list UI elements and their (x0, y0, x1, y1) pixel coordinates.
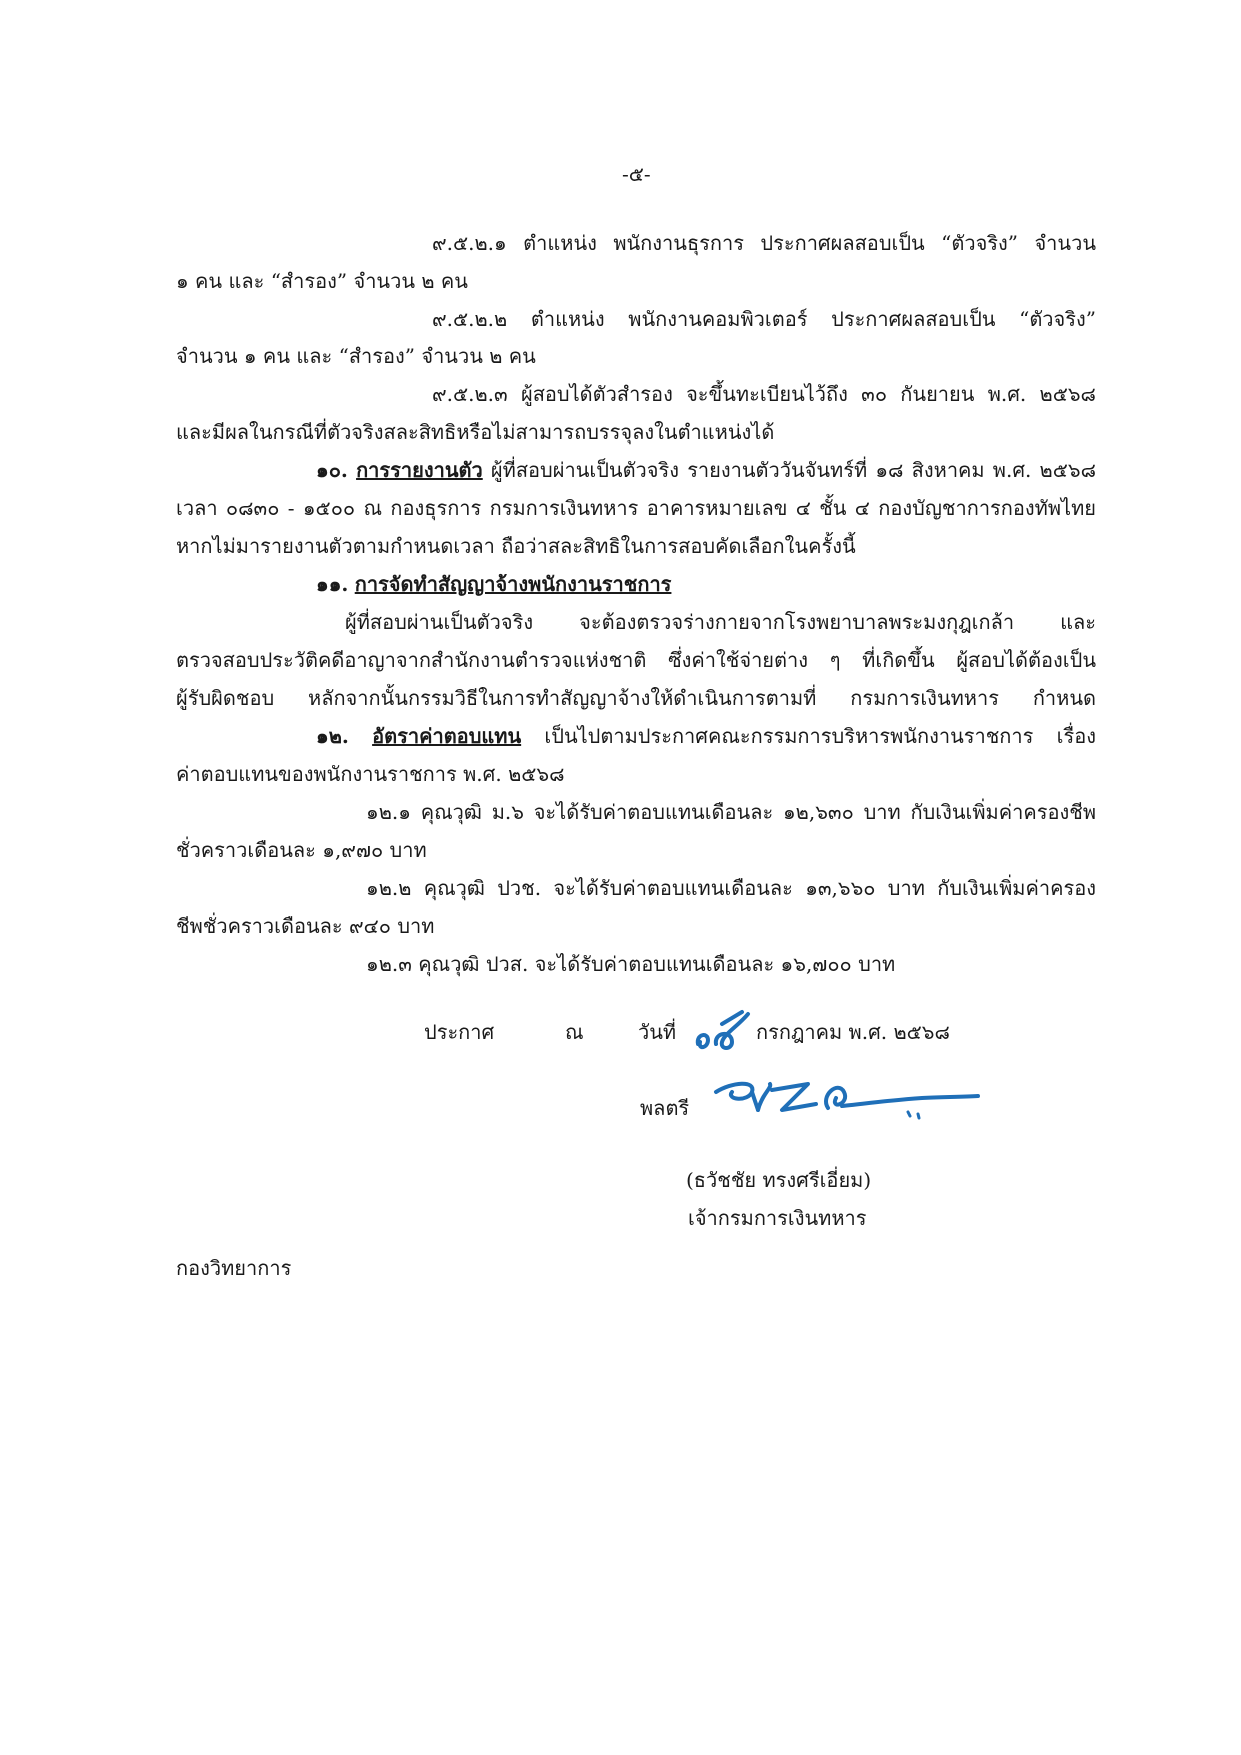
line-9-5-2-3-cont: และมีผลในกรณีที่ตัวจริงสละสิทธิหรือไม่สามารถบรรจุลงในตำแหน่งได้ (176, 420, 775, 444)
section-10-heading: การรายงานตัว (356, 458, 483, 482)
item-12-3: ๑๒.๓ คุณวุฒิ ปวส. จะได้รับค่าตอบแทนเดือนละ ๑๖,๗๐๐ บาท (366, 952, 896, 976)
line-9-5-2-1: ๙.๕.๒.๑ ตำแหน่ง พนักงานธุรการ ประกาศผลสอบเป็น “ตัวจริง” จำนวน (432, 231, 1096, 255)
section-10-line-3: หากไม่มารายงานตัวตามกำหนดเวลา ถือว่าสละสิทธิในการสอบคัดเลือกในครั้งนี้ (176, 534, 856, 558)
section-11-line (316, 570, 671, 598)
item-12-1-cont: ชั่วคราวเดือนละ ๑,๙๗๐ บาท (176, 838, 427, 862)
announce-word: ประกาศ (424, 1020, 495, 1044)
section-10-line (316, 456, 1096, 484)
section-12-number: ๑๒. (316, 724, 349, 748)
signatory-position: เจ้ากรมการเงินทหาร (688, 1206, 867, 1230)
section-11-number: ๑๑. (316, 572, 349, 596)
section-11-para-2: ตรวจสอบประวัติคดีอาญาจากสำนักงานตำรวจแห่งชาติ ซึ่งค่าใช้จ่ายต่าง ๆ ที่เกิดขึ้น ผู้สอบได้ต้องเป็น (176, 648, 1096, 672)
signatory-rank: พลตรี (640, 1096, 690, 1120)
footer-office: กองวิทยาการ (176, 1256, 292, 1280)
handwritten-signature (712, 1070, 982, 1130)
announce-month-year: กรกฎาคม พ.ศ. ๒๕๖๘ (756, 1020, 950, 1044)
line-9-5-2-2-cont: จำนวน ๑ คน และ “สำรอง” จำนวน ๒ คน (176, 344, 536, 368)
signature-scribble (712, 1070, 982, 1130)
item-12-2: ๑๒.๒ คุณวุฒิ ปวช. จะได้รับค่าตอบแทนเดือนละ ๑๓,๖๖๐ บาท กับเงินเพิ่มค่าครอง (366, 876, 1096, 900)
section-12-line-2: ค่าตอบแทนของพนักงานราชการ พ.ศ. ๒๕๖๘ (176, 762, 565, 786)
section-12-heading: อัตราค่าตอบแทน (372, 724, 522, 748)
line-9-5-2-3: ๙.๕.๒.๓ ผู้สอบได้ตัวสำรอง จะขึ้นทะเบียนไว้ถึง ๓๐ กันยายน พ.ศ. ๒๕๖๘ (432, 382, 1096, 406)
page-number: -๕- (622, 162, 651, 186)
handwritten-day-glyphs (692, 1004, 756, 1056)
item-12-1: ๑๒.๑ คุณวุฒิ ม.๖ จะได้รับค่าตอบแทนเดือนละ ๑๒,๖๓๐ บาท กับเงินเพิ่มค่าครองชีพ (366, 800, 1096, 824)
signatory-name: (ธวัชชัย ทรงศรีเอี่ยม) (686, 1168, 872, 1192)
item-12-2-cont: ชีพชั่วคราวเดือนละ ๙๔๐ บาท (176, 914, 435, 938)
section-10-text: ผู้ที่สอบผ่านเป็นตัวจริง รายงานตัววันจันทร์ที่ ๑๘ สิงหาคม พ.ศ. ๒๕๖๘ (490, 458, 1097, 482)
section-11-heading: การจัดทำสัญญาจ้างพนักงานราชการ (354, 572, 672, 596)
section-10-line-2: เวลา ๐๘๓๐ - ๑๕๐๐ ณ กองธุรการ กรมการเงินทหาร อาคารหมายเลข ๔ ชั้น ๔ กองบัญชาการกองทัพไทย (176, 496, 1097, 520)
section-12-text: เป็นไปตามประกาศคณะกรรมการบริหารพนักงานราชการ เรื่อง (544, 724, 1096, 748)
handwritten-day (692, 1004, 756, 1056)
line-9-5-2-2: ๙.๕.๒.๒ ตำแหน่ง พนักงานคอมพิวเตอร์ ประกาศผลสอบเป็น “ตัวจริง” (432, 307, 1096, 331)
section-11-para-1: ผู้ที่สอบผ่านเป็นตัวจริง จะต้องตรวจร่างกายจากโรงพยาบาลพระมงกุฎเกล้า และ (345, 610, 1096, 634)
announce-date-label: วันที่ (638, 1020, 677, 1044)
announce-at: ณ (565, 1020, 584, 1044)
section-11-para-3: ผู้รับผิดชอบ หลักจากนั้นกรรมวิธีในการทำสัญญาจ้างให้ดำเนินการตามที่ กรมการเงินทหาร กำหนด (176, 686, 1096, 710)
section-10-number: ๑๐. (316, 458, 348, 482)
line-9-5-2-1-cont: ๑ คน และ “สำรอง” จำนวน ๒ คน (176, 269, 468, 293)
section-12-line (316, 722, 1096, 750)
